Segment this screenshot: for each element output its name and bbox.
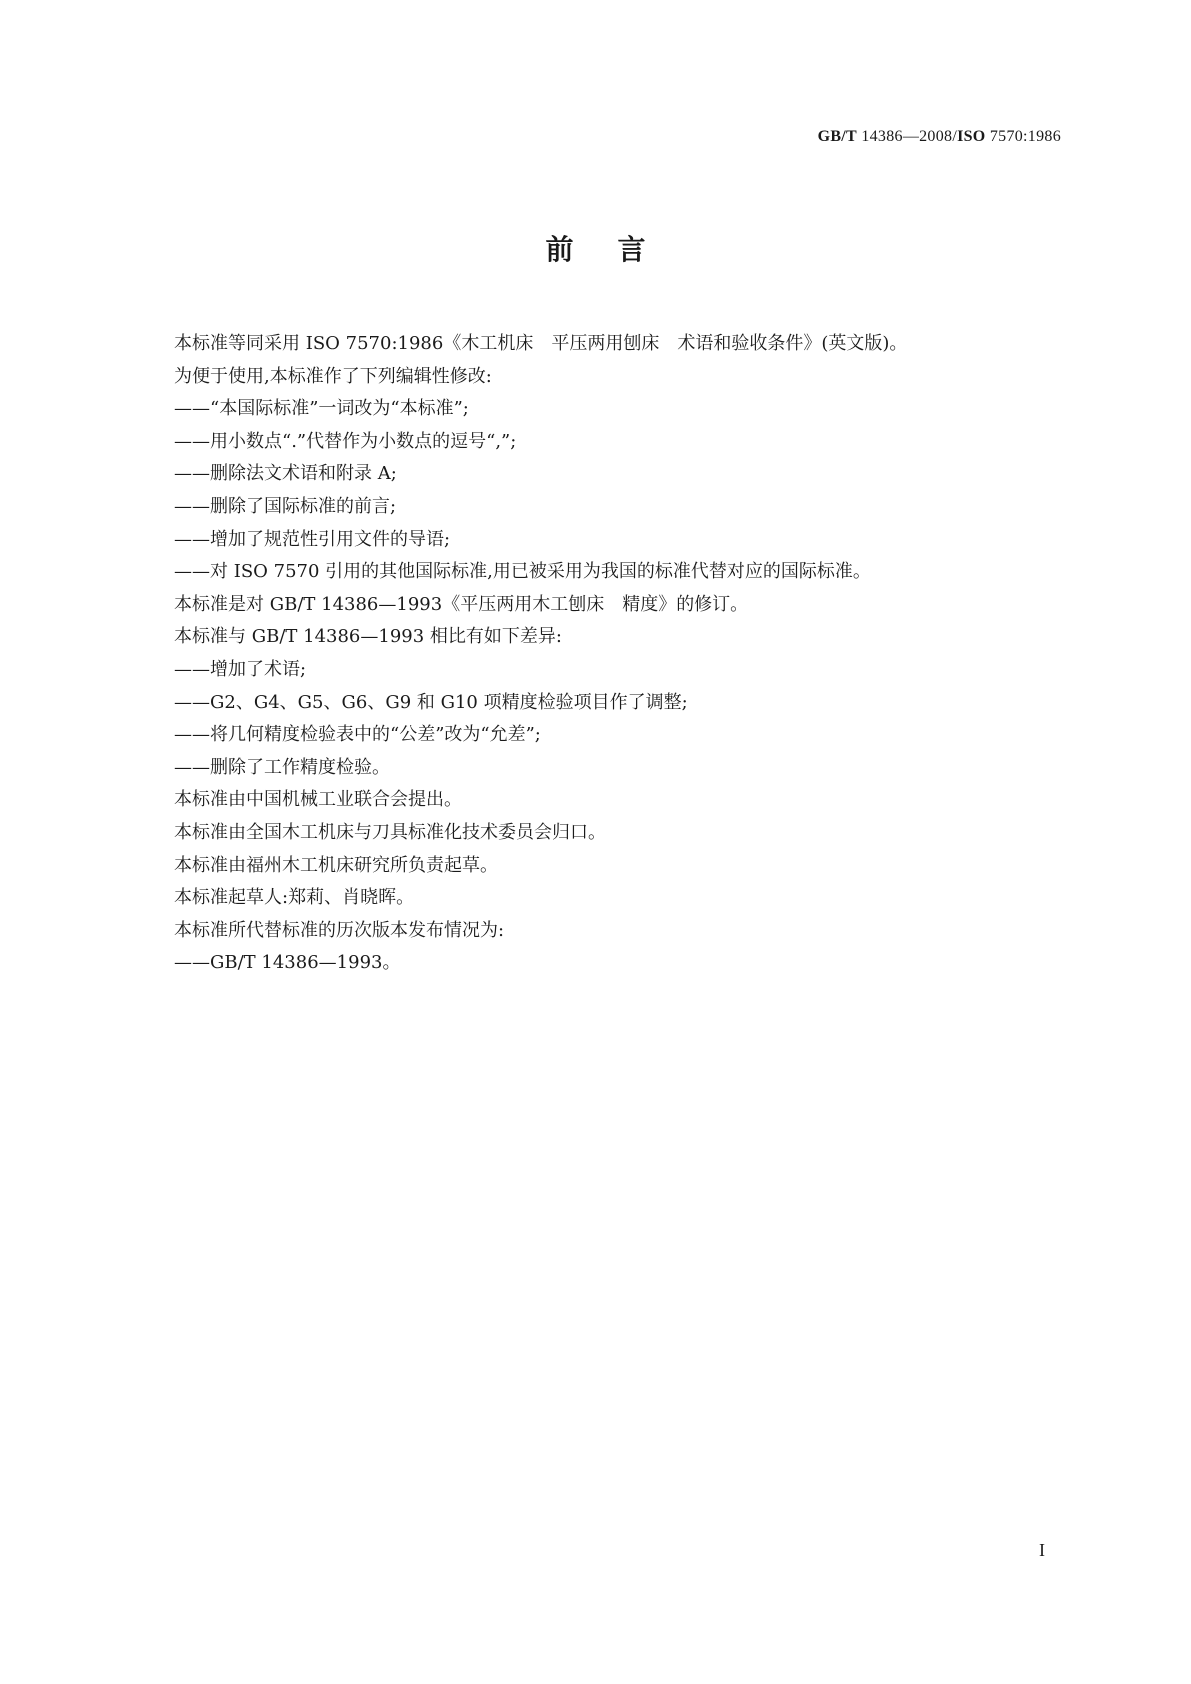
body-line: 本标准由全国木工机床与刀具标准化技术委员会归口。 xyxy=(174,821,606,843)
foreword-body xyxy=(174,328,1034,980)
list-item: ——增加了规范性引用文件的导语; xyxy=(174,528,451,550)
page-title: 前言 xyxy=(545,233,690,266)
body-line: 本标准是对 GB/T 14386—1993《平压两用木工刨床 精度》的修订。 xyxy=(174,593,749,615)
standard-code-number: 14386—2008/ xyxy=(857,128,958,145)
list-item: ——删除法文术语和附录 A; xyxy=(174,463,397,485)
body-line: 为便于使用,本标准作了下列编辑性修改: xyxy=(174,365,492,387)
body-line: 本标准与 GB/T 14386—1993 相比有如下差异: xyxy=(174,626,562,648)
standard-code-prefix: GB/T xyxy=(817,128,858,145)
iso-code-number: 7570:1986 xyxy=(985,128,1061,145)
list-item: ——增加了术语; xyxy=(174,658,307,680)
body-line: 本标准由中国机械工业联合会提出。 xyxy=(174,789,462,811)
body-line: 本标准等同采用 ISO 7570:1986《木工机床 平压两用刨床 术语和验收条件》(英文版)。 xyxy=(174,333,908,354)
list-item: ——将几何精度检验表中的“公差”改为“允差”; xyxy=(174,724,541,746)
list-item: ——GB/T 14386—1993。 xyxy=(174,952,401,974)
list-item: ——用小数点“.”代替作为小数点的逗号“,”; xyxy=(174,430,517,452)
list-item: ——“本国际标准”一词改为“本标准”; xyxy=(174,398,469,420)
list-item: ——G2、G4、G5、G6、G9 和 G10 项精度检验项目作了调整; xyxy=(174,691,688,713)
list-item: ——对 ISO 7570 引用的其他国际标准,用已被采用为我国的标准代替对应的国际标准。 xyxy=(174,561,871,583)
standard-code-header xyxy=(818,128,1061,146)
list-item: ——删除了国际标准的前言; xyxy=(174,495,397,517)
body-line: 本标准由福州木工机床研究所负责起草。 xyxy=(174,854,498,876)
list-item: ——删除了工作精度检验。 xyxy=(174,756,390,778)
iso-code-prefix: ISO xyxy=(957,128,986,145)
body-line: 本标准所代替标准的历次版本发布情况为: xyxy=(174,919,505,941)
body-line: 本标准起草人:郑莉、肖晓晖。 xyxy=(174,887,415,909)
page-number: I xyxy=(1039,1540,1045,1560)
